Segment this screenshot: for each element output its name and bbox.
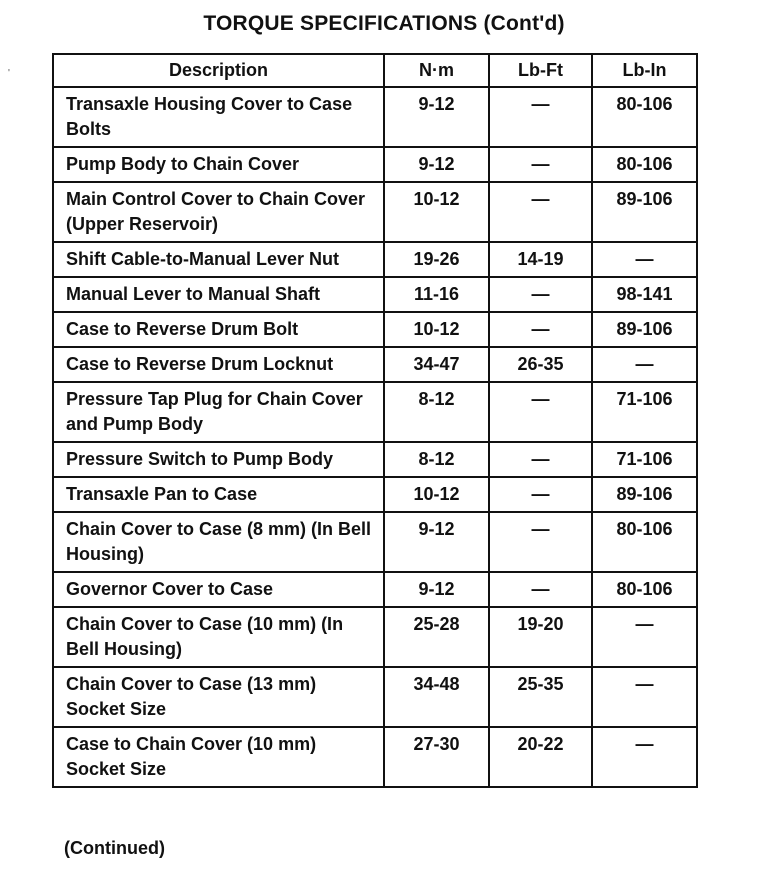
table-row: [53, 442, 697, 477]
cell-description: Chain Cover to Case (8 mm) (In Bell Housing): [53, 512, 384, 572]
cell-lbft: —: [489, 182, 592, 242]
table-row: [53, 347, 697, 382]
cell-lbin: —: [592, 347, 697, 382]
cell-nm: 10-12: [384, 312, 489, 347]
cell-lbft: —: [489, 312, 592, 347]
cell-description: Case to Chain Cover (10 mm) Socket Size: [53, 727, 384, 787]
cell-lbft: —: [489, 87, 592, 147]
cell-lbft: —: [489, 277, 592, 312]
cell-lbft: 19-20: [489, 607, 592, 667]
cell-nm: 10-12: [384, 477, 489, 512]
cell-lbin: 71-106: [592, 382, 697, 442]
cell-nm: 27-30: [384, 727, 489, 787]
cell-nm: 10-12: [384, 182, 489, 242]
cell-lbft: 14-19: [489, 242, 592, 277]
cell-lbin: 71-106: [592, 442, 697, 477]
table-row: [53, 667, 697, 727]
cell-lbft: 26-35: [489, 347, 592, 382]
cell-lbin: —: [592, 667, 697, 727]
cell-description: Pump Body to Chain Cover: [53, 147, 384, 182]
cell-description: Chain Cover to Case (10 mm) (In Bell Housing): [53, 607, 384, 667]
cell-description: Transaxle Pan to Case: [53, 477, 384, 512]
cell-lbft: —: [489, 442, 592, 477]
cell-description: Chain Cover to Case (13 mm) Socket Size: [53, 667, 384, 727]
cell-lbin: —: [592, 607, 697, 667]
cell-description: Case to Reverse Drum Bolt: [53, 312, 384, 347]
stray-mark: ': [8, 68, 10, 79]
table-row: [53, 182, 697, 242]
torque-spec-table: [52, 53, 698, 788]
table-row: [53, 382, 697, 442]
cell-description: Pressure Tap Plug for Chain Cover and Pump Body: [53, 382, 384, 442]
cell-lbft: —: [489, 572, 592, 607]
table-row: [53, 87, 697, 147]
cell-lbft: 25-35: [489, 667, 592, 727]
table-row: [53, 242, 697, 277]
cell-lbft: —: [489, 477, 592, 512]
table-row: [53, 312, 697, 347]
cell-lbin: —: [592, 242, 697, 277]
cell-nm: 34-47: [384, 347, 489, 382]
cell-nm: 8-12: [384, 442, 489, 477]
table-row: [53, 277, 697, 312]
cell-nm: 11-16: [384, 277, 489, 312]
page-title: TORQUE SPECIFICATIONS (Cont'd): [203, 12, 565, 35]
cell-lbft: —: [489, 382, 592, 442]
table-row: [53, 477, 697, 512]
cell-nm: 9-12: [384, 512, 489, 572]
continued-note: (Continued): [64, 838, 165, 858]
column-header-description: Description: [53, 54, 384, 87]
cell-nm: 9-12: [384, 87, 489, 147]
cell-lbin: 80-106: [592, 87, 697, 147]
cell-lbft: —: [489, 147, 592, 182]
cell-nm: 19-26: [384, 242, 489, 277]
cell-lbft: 20-22: [489, 727, 592, 787]
cell-lbin: 89-106: [592, 182, 697, 242]
cell-lbin: 89-106: [592, 477, 697, 512]
cell-nm: 9-12: [384, 147, 489, 182]
cell-lbft: —: [489, 512, 592, 572]
cell-description: Transaxle Housing Cover to Case Bolts: [53, 87, 384, 147]
cell-lbin: 98-141: [592, 277, 697, 312]
cell-nm: 34-48: [384, 667, 489, 727]
cell-nm: 25-28: [384, 607, 489, 667]
table-row: [53, 727, 697, 787]
cell-lbin: 80-106: [592, 147, 697, 182]
cell-nm: 9-12: [384, 572, 489, 607]
cell-nm: 8-12: [384, 382, 489, 442]
column-header-lbin: Lb-In: [592, 54, 697, 87]
table-row: [53, 512, 697, 572]
cell-lbin: 80-106: [592, 572, 697, 607]
table-header-row: [53, 54, 697, 87]
table-row: [53, 572, 697, 607]
cell-description: Case to Reverse Drum Locknut: [53, 347, 384, 382]
column-header-lbft: Lb-Ft: [489, 54, 592, 87]
table-row: [53, 607, 697, 667]
cell-description: Manual Lever to Manual Shaft: [53, 277, 384, 312]
cell-lbin: —: [592, 727, 697, 787]
table-row: [53, 147, 697, 182]
cell-description: Main Control Cover to Chain Cover (Upper Reservoir): [53, 182, 384, 242]
cell-description: Shift Cable-to-Manual Lever Nut: [53, 242, 384, 277]
cell-lbin: 89-106: [592, 312, 697, 347]
cell-description: Governor Cover to Case: [53, 572, 384, 607]
table-body: [53, 87, 697, 787]
cell-description: Pressure Switch to Pump Body: [53, 442, 384, 477]
column-header-nm: N·m: [384, 54, 489, 87]
cell-lbin: 80-106: [592, 512, 697, 572]
